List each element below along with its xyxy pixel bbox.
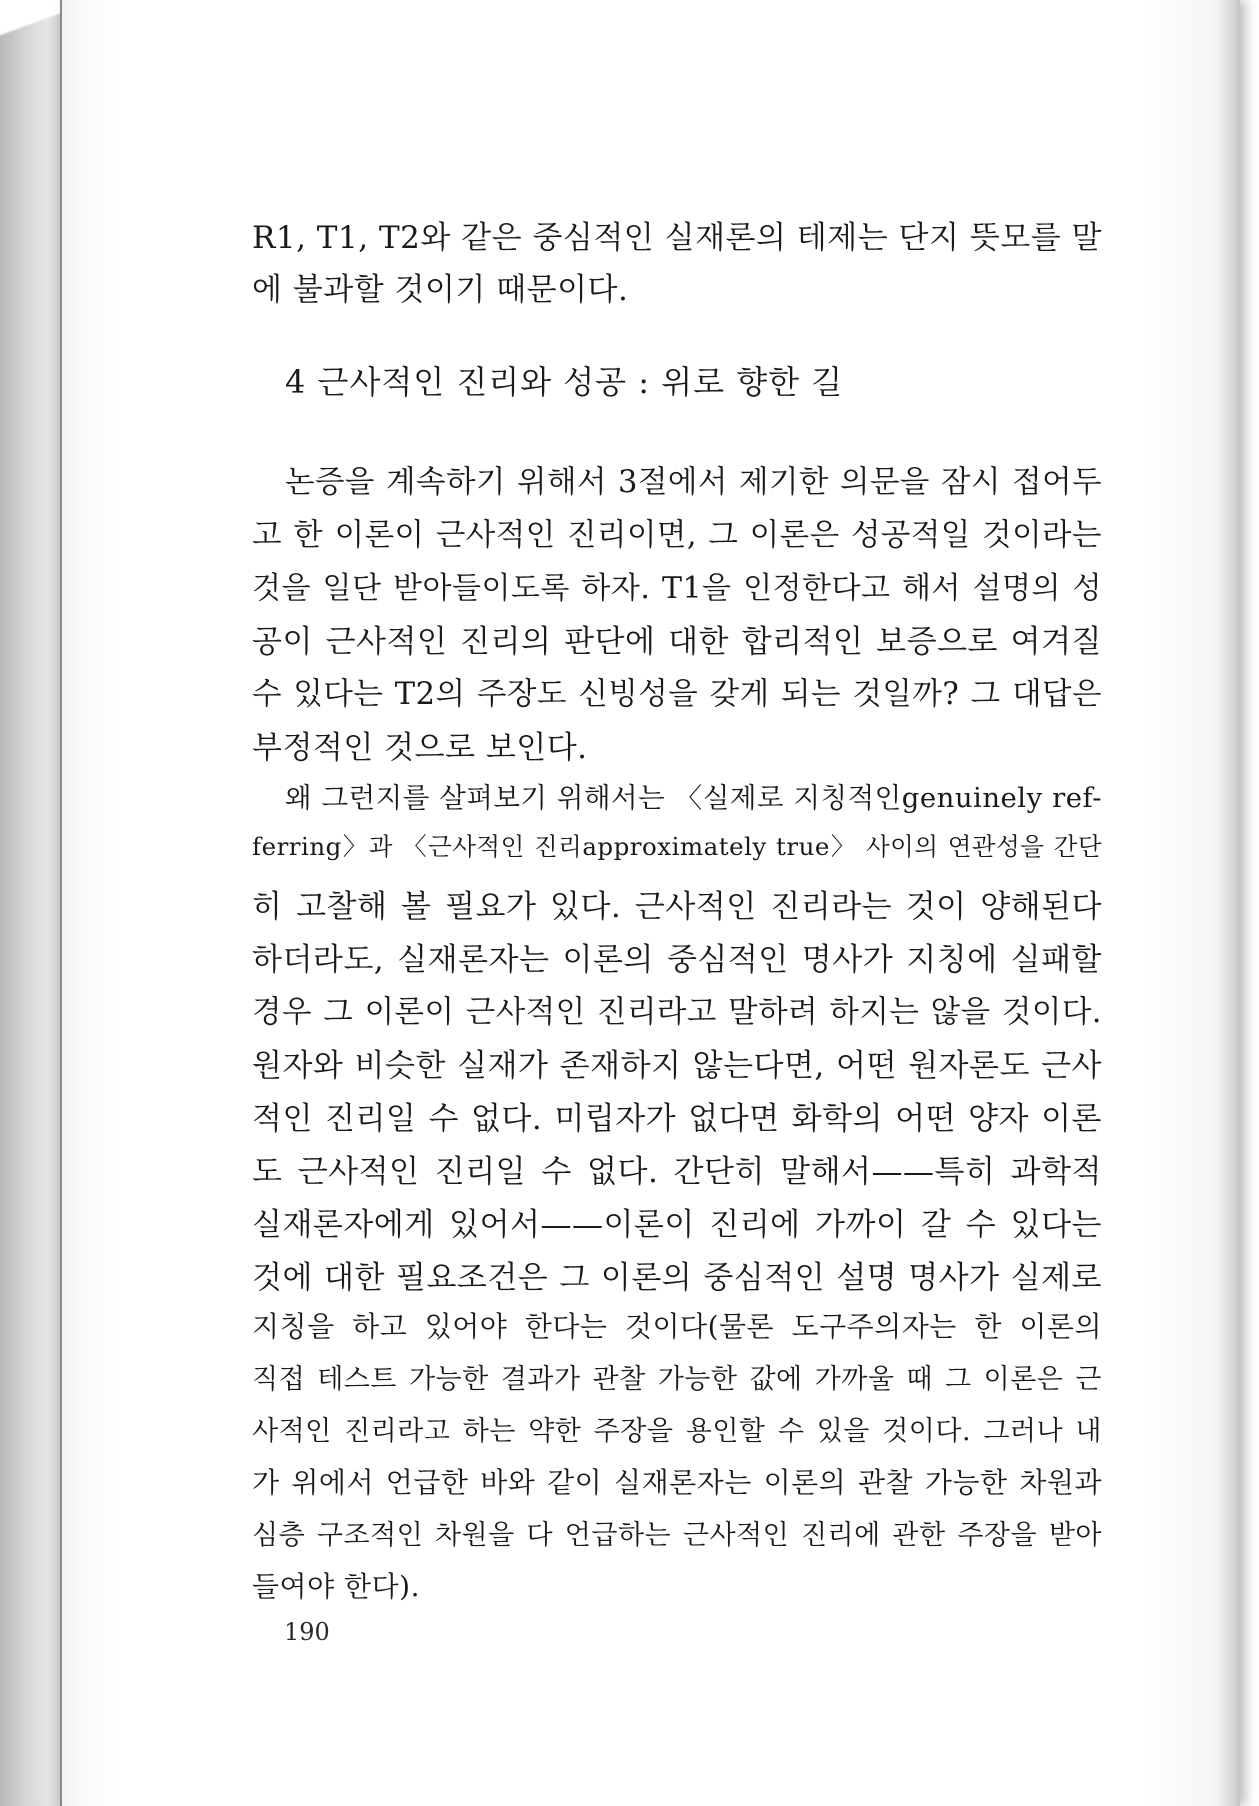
para2-line-7: 적인 진리일 수 없다. 미립자가 없다면 화학의 어떤 양자 이론 — [252, 1101, 1102, 1137]
book-spine — [0, 0, 62, 1806]
para2-line-11: 지칭을 하고 있어야 한다는 것이다(물론 도구주의자는 한 이론의 — [252, 1310, 1102, 1343]
para1-line-4: 공이 근사적인 진리의 판단에 대한 합리적인 보증으로 여겨질 — [252, 624, 1102, 660]
intro-line-2: 에 불과할 것이기 때문이다. — [252, 272, 629, 308]
para2-line-10: 것에 대한 필요조건은 그 이론의 중심적인 설명 명사가 실제로 — [252, 1260, 1102, 1296]
page-edge-shade — [1218, 0, 1240, 1806]
para2-line-14: 가 위에서 언급한 바와 같이 실재론자는 이론의 관찰 가능한 차원과 — [252, 1466, 1102, 1499]
intro-line-1: R1, T1, T2와 같은 중심적인 실재론의 테제는 단지 뜻모를 말 — [252, 220, 1102, 256]
para2-line-16: 들여야 한다). — [252, 1570, 420, 1603]
para2-line-15: 심층 구조적인 차원을 다 언급하는 근사적인 진리에 관한 주장을 받아 — [252, 1520, 1102, 1551]
para2-line-13: 사적인 진리라고 하는 약한 주장을 용인할 수 있을 것이다. 그러나 내 — [252, 1416, 1102, 1447]
para2-line-2: ferring〉과 〈근사적인 진리approximately true〉 사이의 연관성을 간단 — [252, 832, 1102, 861]
para1-line-5: 수 있다는 T2의 주장도 신빙성을 갖게 되는 것일까? 그 대답은 — [252, 677, 1102, 712]
para2-line-8: 도 근사적인 진리일 수 없다. 간단히 말해서——특히 과학적 — [252, 1154, 1102, 1190]
para2-line-5: 경우 그 이론이 근사적인 진리라고 말하려 하지는 않을 것이다. — [252, 995, 1102, 1030]
para1-line-6: 부정적인 것으로 보인다. — [252, 730, 588, 766]
para2-line-1: 왜 그런지를 살펴보기 위해서는 〈실제로 지칭적인genuinely ref- — [285, 782, 1102, 814]
para2-line-12: 직접 테스트 가능한 결과가 관찰 가능한 값에 가까울 때 그 이론은 근 — [252, 1364, 1102, 1395]
page-number: 190 — [284, 1618, 330, 1646]
para1-line-1: 논증을 계속하기 위해서 3절에서 제기한 의문을 잠시 접어두 — [285, 465, 1102, 500]
spine-corner — [0, 0, 62, 48]
section-heading: 4 근사적인 진리와 성공 : 위로 향한 길 — [285, 363, 844, 401]
para2-line-4: 하더라도, 실재론자는 이론의 중심적인 명사가 지칭에 실패할 — [252, 942, 1102, 978]
para1-line-3: 것을 일단 받아들이도록 하자. T1을 인정한다고 해서 설명의 성 — [252, 571, 1102, 606]
para2-line-6: 원자와 비슷한 실재가 존재하지 않는다면, 어떤 원자론도 근사 — [252, 1048, 1102, 1084]
para2-line-3: 히 고찰해 볼 필요가 있다. 근사적인 진리라는 것이 양해된다 — [252, 889, 1102, 925]
para1-line-2: 고 한 이론이 근사적인 진리이면, 그 이론은 성공적일 것이라는 — [252, 518, 1102, 553]
para2-line-9: 실재론자에게 있어서——이론이 진리에 가까이 갈 수 있다는 — [252, 1207, 1102, 1243]
